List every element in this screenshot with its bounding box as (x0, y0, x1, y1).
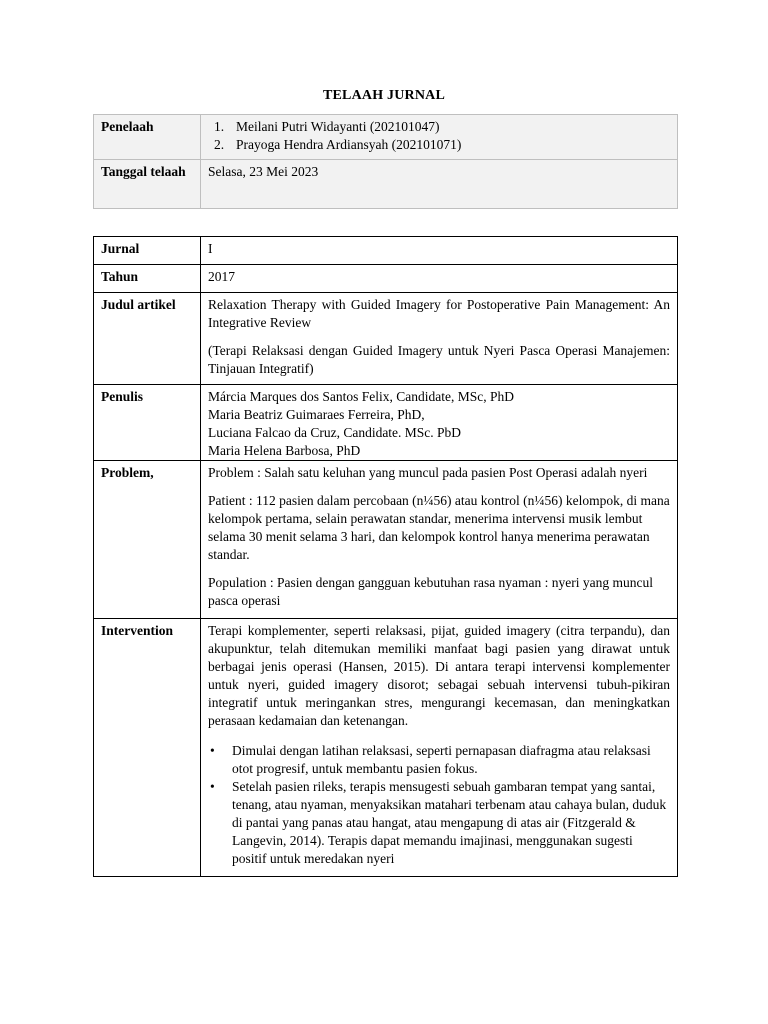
intervention-text: Terapi komplementer, seperti relaksasi, pijat, guided imagery (citra terpandu), dan akupunktur, telah ditemukan memiliki manfaat bagi pasien yang dirawat untuk berbagai jenis operasi (Hansen, 2015). Di antara terapi intervensi komplementer untuk nyeri, guided imagery disorot; sebagai sebuah intervensi tubuh-pikiran integratif untuk meringankan stres, mengurangi kecemasan, dan meningkatkan perasaan kedamaian dan ketenangan. (208, 623, 670, 728)
penulis-row (94, 385, 678, 461)
judul-cell (201, 293, 678, 385)
jurnal-row (94, 237, 678, 265)
population-text: Population : Pasien dengan gangguan kebutuhan rasa nyaman : nyeri yang muncul pasca operasi (208, 575, 654, 608)
reviewer-item: 1. Meilani Putri Widayanti (202101047) (214, 119, 440, 134)
judul-label: Judul artikel (94, 293, 201, 385)
intervention-steps (208, 742, 670, 868)
bullet-icon: • (210, 743, 215, 758)
patient-text: Patient : 112 pasien dalam percobaan (n¼56) atau kontrol (n¼56) kelompok, di mana kelompok pertama, selain perawatan standar, menerima intervensi musik lembut selama 30 menit selama 3 hari, dan kelompok kontrol hanya menerima perawatan standar. (208, 493, 670, 562)
problem-label: Problem, (94, 461, 201, 619)
penelaah-label: Penelaah (94, 115, 201, 160)
document-title: TELAAH JURNAL (322, 88, 445, 103)
tanggal-row (94, 160, 678, 209)
intervention-row (94, 619, 678, 877)
jurnal-value: I (201, 237, 678, 265)
author-name: Maria Helena Barbosa, PhD (208, 443, 361, 458)
intervention-cell (201, 619, 678, 877)
judul-row (94, 293, 678, 385)
list-item: • Dimulai dengan latihan relaksasi, seperti pernapasan diafragma atau relaksasi otot progresif, untuk membantu pasien fokus. (210, 743, 651, 776)
problem-text: Problem : Salah satu keluhan yang muncul pada pasien Post Operasi adalah nyeri (208, 465, 648, 480)
journal-table (93, 236, 678, 877)
bullet-icon: • (210, 779, 215, 794)
penulis-label: Penulis (94, 385, 201, 461)
author-name: Maria Beatriz Guimaraes Ferreira, PhD, (208, 407, 425, 422)
jurnal-label: Jurnal (94, 237, 201, 265)
tahun-value: 2017 (201, 265, 678, 293)
author-name: Márcia Marques dos Santos Felix, Candidate, MSc, PhD (208, 389, 514, 404)
author-name: Luciana Falcao da Cruz, Candidate. MSc. PbD (208, 425, 462, 440)
reviewer-item: 2. Prayoga Hendra Ardiansyah (202101071) (214, 137, 462, 152)
intervention-label: Intervention (94, 619, 201, 877)
penelaah-cell (201, 115, 678, 160)
reviewer-list (208, 118, 670, 154)
judul-indonesian: (Terapi Relaksasi dengan Guided Imagery untuk Nyeri Pasca Operasi Manajemen: Tinjauan Integratif) (208, 343, 670, 376)
list-item: • Setelah pasien rileks, terapis mensugesti sebuah gambaran tempat yang santai, tenang, atau nyaman, menyaksikan matahari terbenam atau cahaya bulan, duduk di pantai yang panas atau hangat, atau mengapung di atas air (Fitzgerald & Langevin, 2014). Terapis dapat memandu imajinasi, menggunakan sugesti positif untuk meredakan nyeri (210, 779, 667, 866)
penulis-cell (201, 385, 678, 461)
tanggal-label: Tanggal telaah (94, 160, 201, 209)
tahun-label: Tahun (94, 265, 201, 293)
problem-row (94, 461, 678, 619)
judul-english: Relaxation Therapy with Guided Imagery for Postoperative Pain Management: An Integrative Review (208, 297, 670, 330)
problem-cell (201, 461, 678, 619)
tahun-row (94, 265, 678, 293)
reviewer-table (93, 114, 678, 209)
tanggal-value: Selasa, 23 Mei 2023 (201, 160, 678, 209)
penelaah-row (94, 115, 678, 160)
